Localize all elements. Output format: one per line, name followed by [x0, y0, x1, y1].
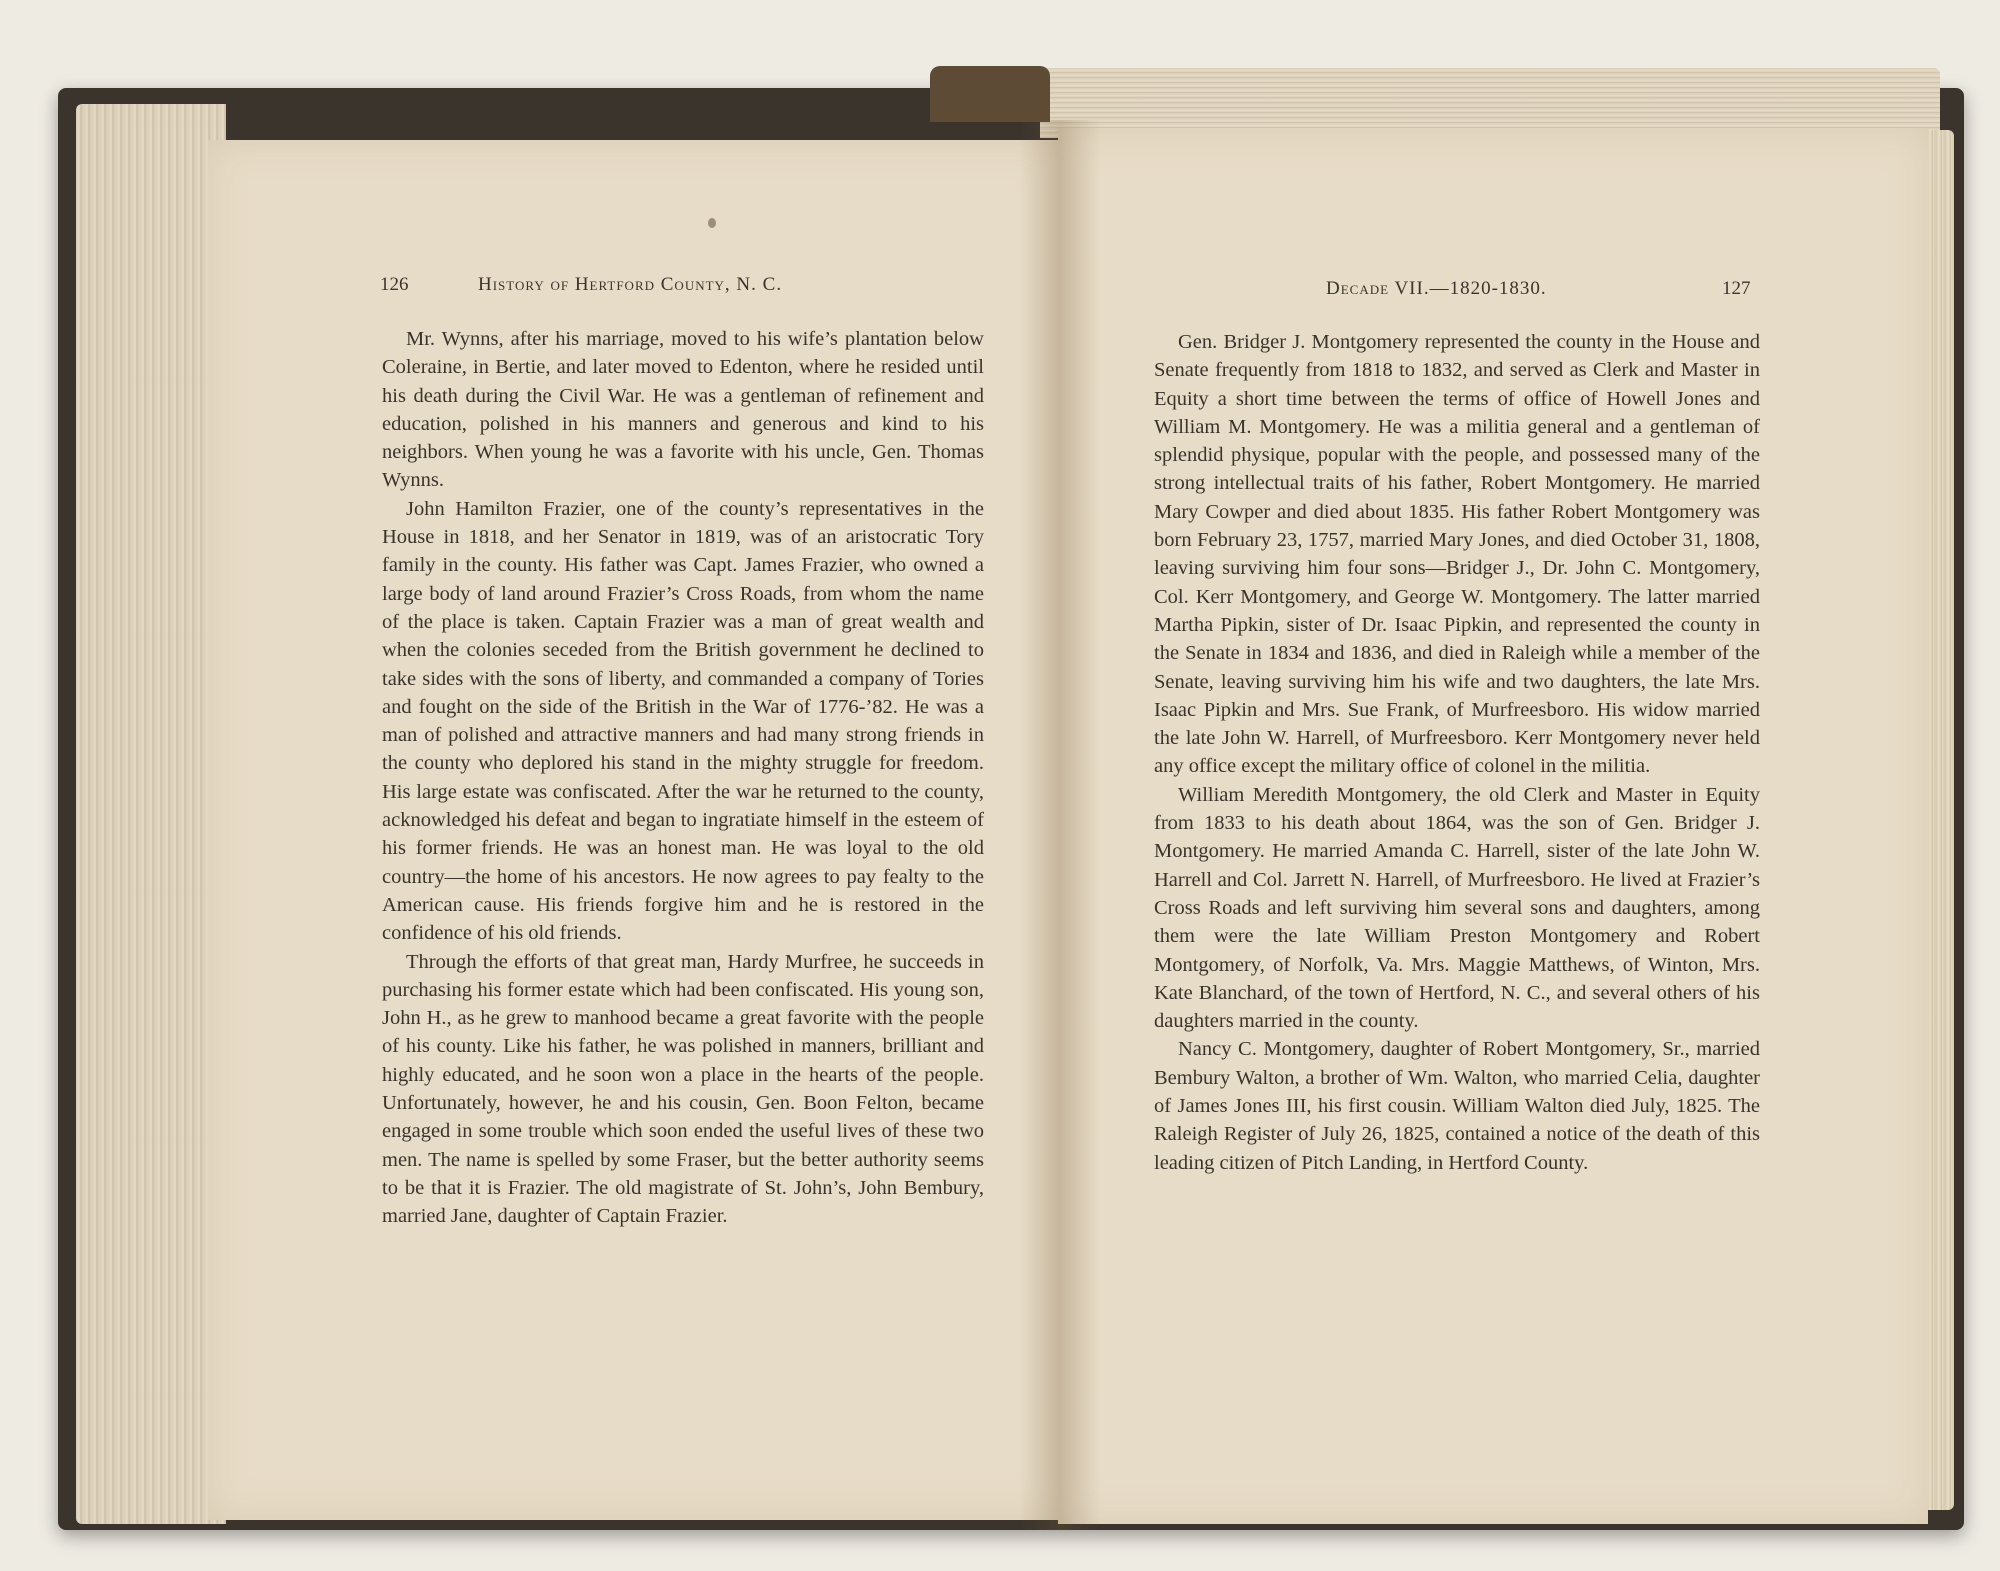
right-paragraph-2: William Meredith Montgomery, the old Clerk and Master in Equity from 1833 to his death about 1864, was the son of Gen. Bridger J. Montgomery. He married Amanda C. Harrell, sister of the late John W. Harrell and Col. Jarrett N. Harrell, of Murfreesboro. He lived at Frazier’s Cross Roads and left surviving him several sons and daughters, among them were the late William Preston Montgomery and Robert Montgomery, of Norfolk, Va. Mrs. Maggie Matthews, of Winton, Mrs. Kate Blanchard, of the town of Hertford, N. C., and several others of his daughters married in the county. [1154, 783, 1760, 1033]
left-page-number: 126 [380, 274, 409, 295]
right-running-head-text: Decade VII.—1820-1830. [1326, 278, 1547, 299]
left-running-head [478, 274, 782, 296]
left-paragraph-3: Through the efforts of that great man, Hardy Murfree, he succeeds in purchasing his former estate which had been confiscated. His young son, John H., as he grew to manhood became a great favorite with the people of his county. Like his father, he was polished in manners, brilliant and highly educated, and he soon won a place in the hearts of the people. Unfortunately, however, he and his cousin, Gen. Boon Felton, became engaged in some trouble which soon ended the useful lives of these two men. The name is spelled by some Fraser, but the better authority seems to be that it is Frazier. The old magistrate of St. John’s, John Bembury, married Jane, daughter of Captain Frazier. [382, 950, 984, 1228]
book-gutter [1020, 120, 1100, 1530]
spine-tab [930, 66, 1050, 122]
right-page-text [1154, 328, 1760, 1177]
left-page-text [382, 325, 984, 1231]
right-paragraph-3: Nancy C. Montgomery, daughter of Robert Montgomery, Sr., married Bembury Walton, a brother of Wm. Walton, who married Celia, daughter of James Jones III, his first cousin. William Walton died July, 1825. The Raleigh Register of July 26, 1825, contained a notice of the death of this leading citizen of Pitch Landing, in Hertford County. [1154, 1038, 1760, 1174]
left-paragraph-1: Mr. Wynns, after his marriage, moved to his wife’s plantation below Coleraine, in Bertie, and later moved to Edenton, where he resided until his death during the Civil War. He was a gentleman of refinement and education, polished in his manners and generous and kind to his neighbors. When young he was a favorite with his uncle, Gen. Thomas Wynns. [382, 328, 984, 492]
right-running-head [1326, 278, 1547, 300]
right-paragraph-1: Gen. Bridger J. Montgomery represented the county in the House and Senate frequently from 1818 to 1832, and served as Clerk and Master in Equity a short time between the terms of office of Howell Jones and William M. Montgomery. He was a militia general and a gentleman of splendid physique, popular with the people, and possessed many of the strong intellectual traits of his father, Robert Montgomery. He married Mary Cowper and died about 1835. His father Robert Montgomery was born February 23, 1757, married Mary Jones, and died October 31, 1808, leaving surviving him four sons—Bridger J., Dr. John C. Montgomery, Col. Kerr Montgomery, and George W. Montgomery. The latter married Martha Pipkin, sister of Dr. Isaac Pipkin, and represented the county in the Senate in 1834 and 1836, and died in Raleigh while a member of the Senate, leaving surviving him his wife and two daughters, the late Mrs. Isaac Pipkin and Mrs. Sue Frank, of Murfreesboro. His widow married the late John W. Harrell, of Murfreesboro. Kerr Montgomery never held any office except the military office of colonel in the militia. [1154, 331, 1760, 778]
left-running-head-text: History of Hertford County, N. C. [478, 274, 783, 295]
left-paragraph-2: John Hamilton Frazier, one of the county’s representatives in the House in 1818, and her Senator in 1819, was of an aristocratic Tory family in the county. His father was Capt. James Frazier, who owned a large body of land around Frazier’s Cross Roads, from whom the name of the place is taken. Captain Frazier was a man of great wealth and when the colonies seceded from the British government he declined to take sides with the sons of liberty, and commanded a company of Tories and fought on the side of the British in the War of 1776-’82. He was a man of polished and attractive manners and had many strong friends in the county who deplored his stand in the mighty struggle for freedom. His large estate was confiscated. After the war he returned to the county, acknowledged his defeat and began to ingratiate himself in the esteem of his former friends. He was an honest man. He was loyal to the old country—the home of his ancestors. He now agrees to pay fealty to the American cause. His friends forgive him and he is restored in the confidence of his old friends. [382, 497, 984, 945]
right-page-number: 127 [1722, 278, 1751, 299]
ink-spot [708, 218, 716, 228]
page-edges-left [76, 104, 226, 1524]
